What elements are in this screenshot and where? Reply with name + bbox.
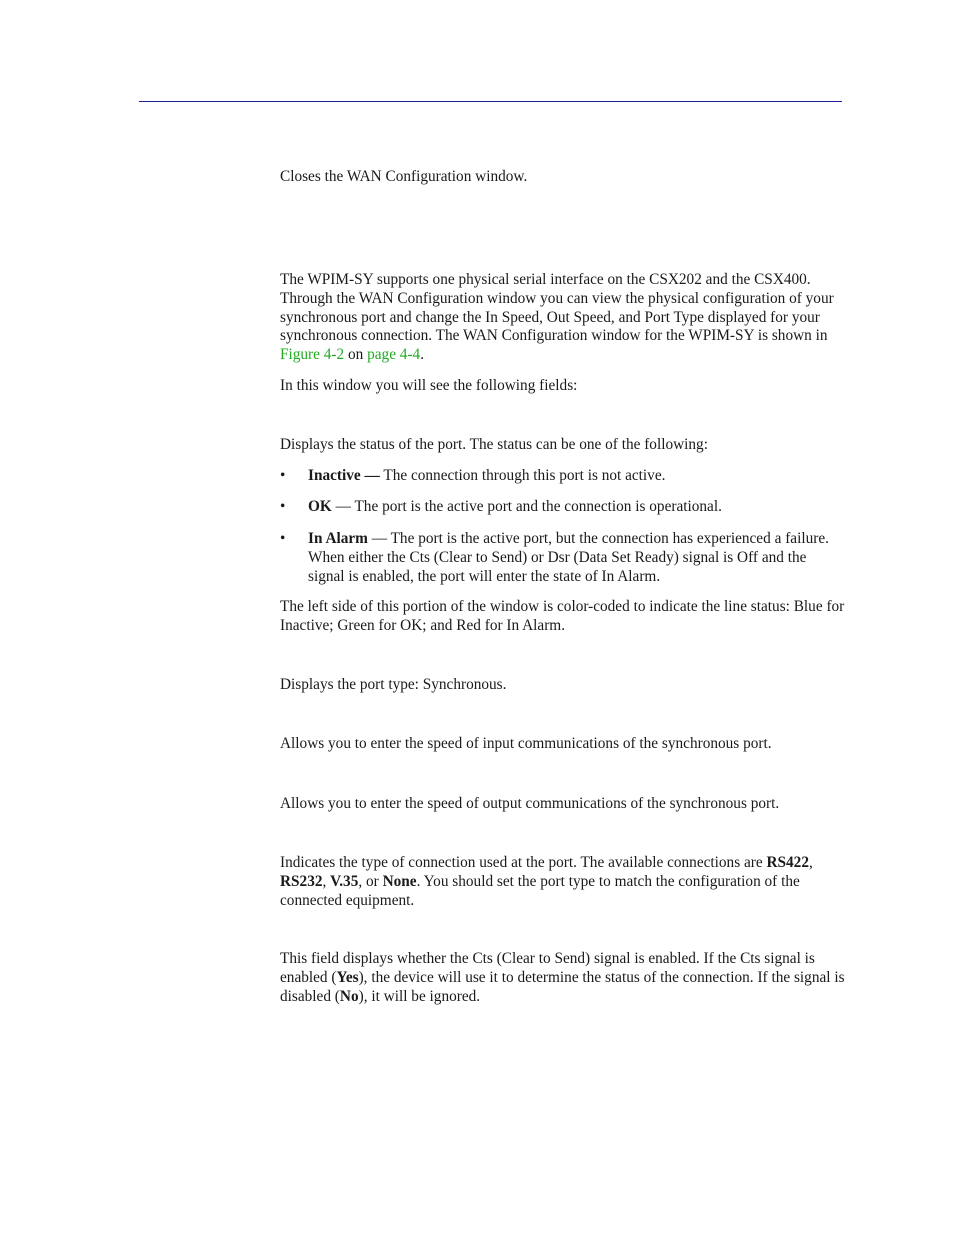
fields-intro: In this window you will see the following fields: xyxy=(280,377,578,394)
connection-option: RS422 xyxy=(766,854,809,871)
page-link[interactable]: page 4-4 xyxy=(367,346,421,364)
connection-sep: , xyxy=(808,854,813,871)
status-term: OK xyxy=(308,498,332,515)
status-item-text xyxy=(308,467,845,486)
status-term-desc: — The port is the active port, but the connection has experienced a failure. When either the Cts (Clear to Send) or Dsr (Data Set Ready) signal is Off and the signal is enabled, the port will enter the state of In Alarm. xyxy=(308,530,829,585)
bullet-icon: • xyxy=(280,498,286,515)
intro-paragraph xyxy=(280,271,845,365)
status-description: Displays the status of the port. The status can be one of the following: xyxy=(280,436,708,453)
connection-text-1: Indicates the type of connection used at the port. The available connections are xyxy=(280,854,767,871)
status-item-text xyxy=(308,498,845,517)
cts-text-1: This field displays whether the Cts (Clear to Send) signal is enabled. If the Cts signal is enabled ( xyxy=(280,950,815,986)
close-description: Closes the WAN Configuration window. xyxy=(280,168,528,185)
cts-text-2: ), the device will use it to determine the status of the connection. If the signal is disabled ( xyxy=(280,968,845,1005)
cts-no: No xyxy=(339,987,359,1005)
status-item-text xyxy=(308,530,845,586)
bullet-icon: • xyxy=(280,467,286,484)
connection-option: V.35 xyxy=(330,872,359,890)
intro-text-2: on xyxy=(344,346,368,364)
cts-yes: Yes xyxy=(336,968,359,986)
status-term: Inactive — xyxy=(308,467,380,484)
connection-option: RS232 xyxy=(280,872,323,890)
intro-text-3: . xyxy=(420,346,425,364)
bullet-icon: • xyxy=(280,530,286,547)
out-speed-description: Allows you to enter the speed of output communications of the synchronous port. xyxy=(280,795,780,812)
status-term: In Alarm xyxy=(308,530,368,547)
color-code-note: The left side of this portion of the window is color-coded to indicate the line status: Blue for Inactive; Green for OK; and Red for In Alarm. xyxy=(280,598,845,634)
port-type-description: Displays the port type: Synchronous. xyxy=(280,676,507,693)
status-term-desc: The connection through this port is not active. xyxy=(379,467,666,484)
connection-sep: , or xyxy=(358,872,383,890)
connection-sep: , xyxy=(322,872,331,890)
cts-description xyxy=(280,950,845,1006)
cts-text-3: ), it will be ignored. xyxy=(358,987,481,1005)
intro-text-1: The WPIM-SY supports one physical serial interface on the CSX202 and the CSX400. Through the WAN Configuration window you can view the physical configuration of your synchronous port and change the In Speed, Out Speed, and Port Type displayed for your synchronous connection. The WAN Configuration window for the WPIM-SY is shown in xyxy=(280,271,834,345)
connection-option: None xyxy=(382,872,417,890)
connection-text-2: . You should set the port type to match the configuration of the connected equipment. xyxy=(280,872,800,909)
header-rule xyxy=(139,101,842,102)
figure-link[interactable]: Figure 4-2 xyxy=(280,346,345,364)
in-speed-description: Allows you to enter the speed of input communications of the synchronous port. xyxy=(280,735,772,752)
status-term-desc: — The port is the active port and the connection is operational. xyxy=(331,498,722,515)
connection-description xyxy=(280,854,845,910)
